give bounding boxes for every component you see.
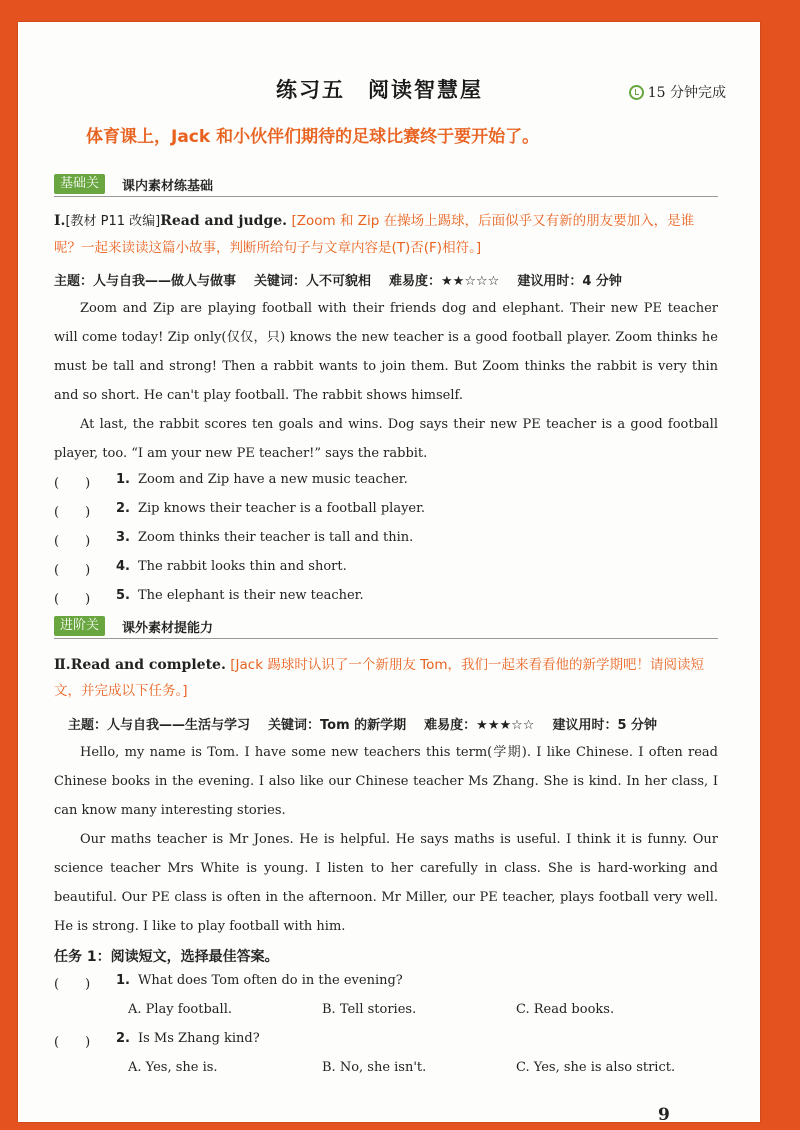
question-text: Is Ms Zhang kind? xyxy=(137,1031,260,1046)
clock-icon xyxy=(629,85,644,100)
section1-instruction: [Zoom 和 Zip 在操场上踢球，后面似乎又有新的朋友要加入，是谁呢？一起来读读这篇小故事，判断所给句子与文章内容是(T)否(F)相符。] xyxy=(54,213,695,256)
page-number: 9 xyxy=(658,1105,670,1125)
section1-roman: Ⅰ. xyxy=(54,213,66,229)
section2-time: 建议用时：5 分钟 xyxy=(552,718,658,733)
passage-paragraph: Zoom and Zip are playing football with their friends dog and elephant. Their new PE teacher will come today! Zip only(仅仅，只) knows the new teacher is a good football player. Zoom thinks he must be tall and strong! Then a rabbit wants to join them. But Zoom thinks the rabbit is very thin and so short. He can't play football. The rabbit shows himself. xyxy=(54,301,718,403)
question-number: 4. xyxy=(116,559,130,574)
passage-paragraph: At last, the rabbit scores ten goals and wins. Dog says their new PE teacher is a good football player, too. “I am your new PE teacher!” says the rabbit. xyxy=(54,417,718,461)
worksheet-page xyxy=(18,22,760,1125)
choice-question xyxy=(54,973,403,992)
question-number: 2. xyxy=(116,501,130,516)
level-bar-basic xyxy=(54,174,718,197)
page-title: 练习五 阅读智慧屋 xyxy=(276,78,483,102)
answer-blank[interactable]: ( ) xyxy=(54,534,91,549)
judge-question xyxy=(54,588,364,607)
section1-time: 建议用时：4 分钟 xyxy=(517,274,622,289)
section1-textbook: [教材 P11 改编] xyxy=(65,214,161,229)
section1-english-title: Read and judge. xyxy=(160,213,288,229)
question-text: Zoom thinks their teacher is tall and thin. xyxy=(137,530,414,545)
question-number: 5. xyxy=(116,588,130,603)
passage-paragraph: Our maths teacher is Mr Jones. He is helpful. He says maths is useful. I think it is funny. Our science teacher Mrs White is young. I listen to her carefully in class. She is hard-working and beautiful. Our PE class is often in the afternoon. Mr Miller, our PE teacher, plays football very well. He is strong. I like to play football with him. xyxy=(54,832,718,934)
answer-blank[interactable]: ( ) xyxy=(54,505,91,520)
judge-question xyxy=(54,501,425,520)
option-b[interactable]: B. Tell stories. xyxy=(322,1002,417,1017)
question-number: 3. xyxy=(116,530,130,545)
level-tag-basic: 基础关 xyxy=(54,174,105,194)
section2-passage xyxy=(54,738,718,941)
title-row xyxy=(54,74,726,114)
section2-meta xyxy=(68,714,657,733)
option-c[interactable]: C. Read books. xyxy=(516,1002,615,1017)
question-text: The rabbit looks thin and short. xyxy=(137,559,347,574)
timer-note xyxy=(629,82,726,102)
level-text-advanced: 课外素材提能力 xyxy=(122,621,214,636)
level-bar-advanced xyxy=(54,616,718,639)
option-c[interactable]: C. Yes, she is also strict. xyxy=(516,1060,676,1075)
timer-text: 15 分钟完成 xyxy=(647,85,726,101)
task1-title: 任务 1：阅读短文，选择最佳答案。 xyxy=(54,949,279,965)
option-a[interactable]: A. Play football. xyxy=(128,1002,232,1017)
question-number: 1. xyxy=(116,973,130,988)
option-b[interactable]: B. No, she isn't. xyxy=(322,1060,427,1075)
section2-theme: 主题：人与自我——生活与学习 xyxy=(68,718,251,733)
section1-meta xyxy=(54,270,622,289)
answer-blank[interactable]: ( ) xyxy=(54,977,91,992)
answer-blank[interactable]: ( ) xyxy=(54,592,91,607)
section1-heading xyxy=(54,208,718,261)
section2-instruction: [Jack 踢球时认识了一个新朋友 Tom，我们一起来看看他的新学期吧！请阅读短文，并完成以下任务。] xyxy=(54,657,704,699)
option-a[interactable]: A. Yes, she is. xyxy=(128,1060,218,1075)
question-number: 1. xyxy=(116,472,130,487)
section1-keyword: 关键词：人不可貌相 xyxy=(254,274,372,289)
section2-keyword: 关键词：Tom 的新学期 xyxy=(268,718,407,733)
level-text-basic: 课内素材练基础 xyxy=(122,179,214,194)
choice-options xyxy=(128,1002,710,1017)
answer-blank[interactable]: ( ) xyxy=(54,1035,91,1050)
judge-question xyxy=(54,559,347,578)
judge-question xyxy=(54,530,413,549)
section1-passage xyxy=(54,294,718,468)
question-text: Zoom and Zip have a new music teacher. xyxy=(137,472,408,487)
question-number: 2. xyxy=(116,1031,130,1046)
passage-paragraph: Hello, my name is Tom. I have some new teachers this term(学期). I like Chinese. I often read Chinese books in the evening. I also like our Chinese teacher Ms Zhang. She is kind. In her class, I can know many interesting stories. xyxy=(54,745,718,818)
section2-roman: Ⅱ. xyxy=(54,657,71,673)
section1-difficulty: 难易度：★★☆☆☆ xyxy=(389,274,500,289)
section1-theme: 主题：人与自我——做人与做事 xyxy=(54,274,237,289)
intro-line: 体育课上，Jack 和小伙伴们期待的足球比赛终于要开始了。 xyxy=(86,127,540,147)
section2-difficulty: 难易度：★★★☆☆ xyxy=(424,718,535,733)
choice-question xyxy=(54,1031,260,1050)
answer-blank[interactable]: ( ) xyxy=(54,476,91,491)
section2-heading xyxy=(54,652,718,704)
judge-question xyxy=(54,472,408,491)
question-text: Zip knows their teacher is a football player. xyxy=(137,501,426,516)
answer-blank[interactable]: ( ) xyxy=(54,563,91,578)
section2-english-title: Read and complete. xyxy=(70,657,226,673)
question-text: What does Tom often do in the evening? xyxy=(137,973,403,988)
level-tag-advanced: 进阶关 xyxy=(54,616,105,636)
choice-options xyxy=(128,1060,710,1075)
question-text: The elephant is their new teacher. xyxy=(137,588,364,603)
